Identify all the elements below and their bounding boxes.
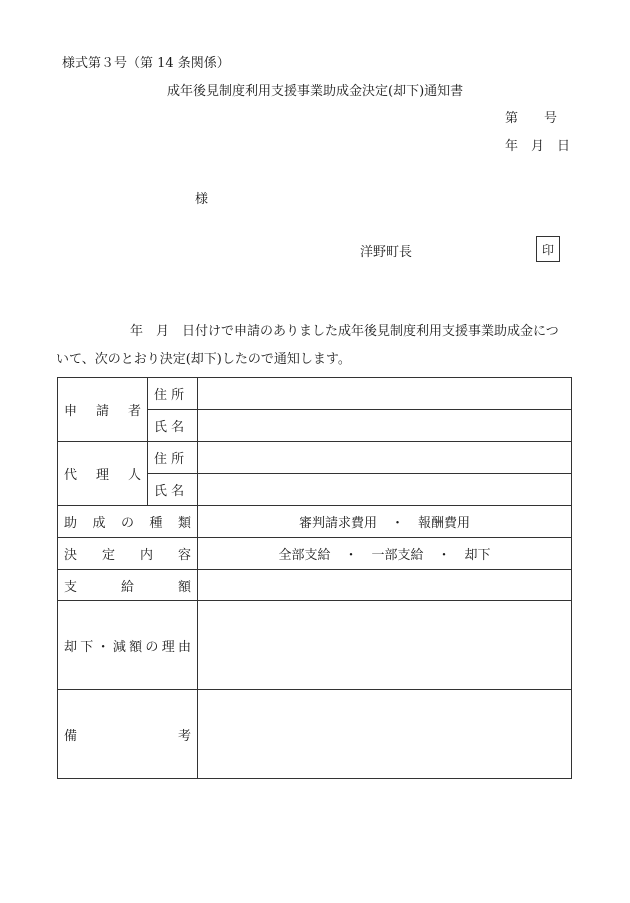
reason-field[interactable] [198,601,572,690]
label-char: 決 [64,548,78,563]
label-char: 理 [95,468,109,483]
option-remuneration-fee: 報酬費用 [418,516,471,531]
remarks-row [58,690,572,779]
amount-label [58,570,198,601]
label-char: 理 [161,639,175,655]
label-char: 給 [120,579,134,595]
document-number: 第 号 [505,111,558,126]
label-char: 類 [177,516,191,531]
label-char: 請 [95,404,109,419]
option-full-payment: 全部支給 [278,548,331,563]
form-number: 様式第３号（第 14 条関係） [62,56,230,71]
option-separator: ・ [344,548,358,563]
option-separator: ・ [390,516,404,531]
applicant-name-field[interactable] [198,410,572,442]
agent-address-field[interactable] [198,442,572,474]
reason-row [58,601,572,690]
applicant-name-label: 氏 名 [148,410,198,442]
label-char: 考 [177,728,191,744]
decision-row [58,538,572,570]
decision-options[interactable] [198,538,572,570]
applicant-address-label: 住 所 [148,378,198,410]
label-char: ・ [96,639,110,655]
document-title: 成年後見制度利用支援事業助成金決定(却下)通知書 [167,84,464,99]
agent-name-label: 氏 名 [148,474,198,506]
option-judgment-fee: 審判請求費用 [298,516,377,531]
amount-field[interactable] [198,570,572,601]
label-char: 助 [64,516,78,531]
agent-label [58,442,148,506]
document-date: 年 月 日 [505,139,571,154]
label-char: 種 [149,516,163,531]
applicant-label [58,378,148,442]
label-char: の [120,516,134,531]
body-text-line-1: 年 月 日付けで申請のありました成年後見制度利用支援事業助成金につ [130,324,559,339]
label-char: 容 [177,548,191,563]
label-char: 人 [127,468,141,483]
label-char: 減 [112,639,126,655]
agent-name-field[interactable] [198,474,572,506]
addressee-honorific: 様 [195,192,209,207]
amount-row [58,570,572,601]
applicant-address-field[interactable] [198,378,572,410]
remarks-field[interactable] [198,690,572,779]
label-char: 額 [129,639,143,655]
label-char: 内 [139,548,153,563]
label-char: 成 [92,516,106,531]
remarks-label [58,690,198,779]
option-rejection: 却下 [464,548,491,563]
label-char: 申 [64,404,78,419]
label-char: 由 [177,639,191,655]
label-char: の [145,639,159,655]
subsidy-type-options[interactable] [198,506,572,538]
label-char: 定 [101,548,115,563]
applicant-address-row [58,378,572,410]
option-partial-payment: 一部支給 [371,548,424,563]
label-char: 支 [64,579,78,595]
notice-table [57,377,572,779]
label-char: 下 [80,639,94,655]
label-char: 額 [177,579,191,595]
subsidy-type-label [58,506,198,538]
label-char: 代 [64,468,78,483]
agent-address-label: 住 所 [148,442,198,474]
label-char: 者 [127,404,141,419]
seal-stamp-box: 印 [536,236,560,262]
option-separator: ・ [437,548,451,563]
issuer-name: 洋野町長 [360,245,413,260]
decision-label [58,538,198,570]
label-char: 却 [64,639,78,655]
body-text-line-2: いて、次のとおり決定(却下)したので通知します。 [56,352,351,367]
subsidy-type-row [58,506,572,538]
agent-address-row [58,442,572,474]
reason-label [58,601,198,690]
label-char: 備 [64,728,78,744]
